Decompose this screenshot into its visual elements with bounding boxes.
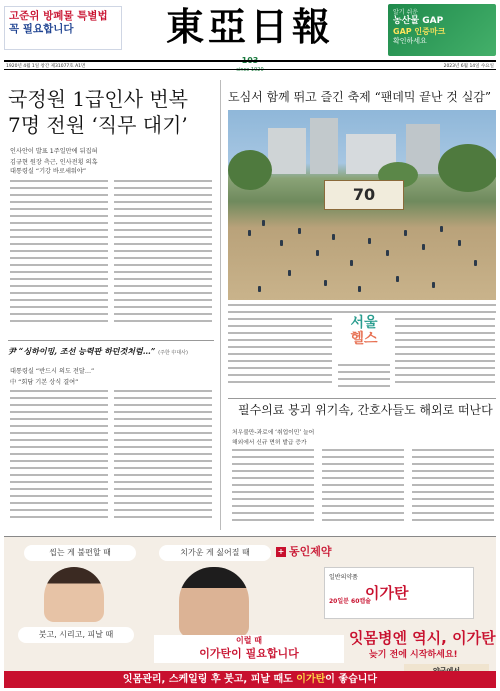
- ad-footer-pre: 잇몸관리, 스케일링 후 붓고, 피날 때도: [122, 674, 297, 685]
- newspaper-title: 東亞日報: [165, 4, 334, 49]
- seoul-health-logo: [338, 315, 390, 361]
- anniversary-badge: 103: [241, 56, 259, 65]
- ad-quote-3: 붓고, 시리고, 피날 때: [18, 627, 134, 643]
- dateline-left: 1920년 4월 1일 창간 제31077호 A1면: [6, 64, 86, 69]
- third-body-col2: [322, 449, 404, 526]
- top-ad-right[interactable]: [388, 4, 496, 56]
- top-ad-right-line4: 확인하세요: [393, 37, 427, 45]
- second-headline[interactable]: [8, 346, 213, 359]
- second-body-col2: [114, 390, 212, 523]
- brand-cross-icon: +: [277, 547, 285, 556]
- second-source: (주한 中대사): [158, 350, 188, 356]
- lead-bottom-rule: [8, 340, 214, 341]
- ad-center-line1: 이럴 때: [236, 636, 262, 645]
- ad-product-badge: 20일분 60캡슐: [329, 598, 371, 605]
- ad-quote-1: 씹는 게 불편할 때: [24, 545, 136, 561]
- lead-body-col2: [114, 180, 212, 327]
- ad-footer-post: 이 좋습니다: [325, 674, 378, 685]
- festival-photo[interactable]: [228, 110, 496, 300]
- lead-headline-line1: 국정원 1급인사 번복: [8, 87, 188, 111]
- third-subhead-2: 해외에서 신규 면허 발급 증가: [232, 440, 307, 446]
- top-ad-right-line2: 농산물 GAP: [393, 16, 444, 26]
- festival-sign: 70: [324, 180, 404, 210]
- seoul-logo-line1: 서울: [350, 315, 378, 331]
- lead-headline-line2: 7명 전원 ‘직무 대기’: [8, 113, 188, 137]
- top-ad-right-line3: GAP 인증마크: [393, 27, 446, 36]
- second-kicker: 尹 “싱하이밍, 조선 능력판 하던것처럼…”: [8, 346, 156, 356]
- ad-footer-highlight: 이가탄: [296, 674, 326, 685]
- photo-headline[interactable]: 도심서 함께 뛰고 즐긴 축제 “팬데믹 끝난 것 실감”: [228, 90, 492, 104]
- column-divider: [220, 80, 221, 530]
- ad-model-woman: [44, 567, 104, 622]
- ad-big-line2: 늦기 전에 시작하세요!: [369, 650, 458, 660]
- ad-model-man: [179, 567, 249, 637]
- photo-story-col1: [228, 318, 332, 388]
- igatan-ad[interactable]: [4, 536, 496, 688]
- ad-center-box: [154, 635, 344, 663]
- lead-body-col1: [10, 180, 108, 327]
- third-headline[interactable]: 필수의료 붕괴 위기속, 간호사들도 해외로 떠난다: [238, 403, 493, 417]
- lead-subhead-3: 대통령실 “기강 바로세워야”: [10, 168, 87, 175]
- ad-product-name: 이가탄: [365, 584, 409, 602]
- ad-center-line2: 이가탄이 필요합니다: [199, 647, 299, 660]
- top-ad-right-line1: 알기 쉬운: [393, 9, 419, 16]
- top-ad-left-line1: 고준위 방폐물 특별법: [9, 10, 108, 22]
- third-subhead-1: 처우불만-과로에 ‘취업이민’ 늘어: [232, 430, 315, 436]
- ad-quote-2: 치가운 게 싫어질 때: [159, 545, 271, 561]
- ad-product-box: [324, 567, 474, 619]
- lead-subhead-1: 인사안이 발표 1주일만에 뒤집혀: [10, 148, 98, 155]
- lead-subhead-2: 김규현 원장 측근, 인사전횡 의혹: [10, 159, 98, 166]
- seoul-logo-line2: 헬스: [350, 331, 378, 347]
- ad-footer: [4, 671, 496, 688]
- lead-headline[interactable]: [8, 86, 208, 138]
- third-body-col1: [232, 449, 314, 526]
- ad-brand-name: 동인제약: [289, 545, 332, 558]
- since-label: since 1920: [236, 67, 264, 73]
- dateline-right: 2023년 6월 14일 수요일: [443, 64, 494, 69]
- dateline: [4, 60, 496, 70]
- top-ad-left[interactable]: [4, 6, 122, 50]
- third-body-col3: [412, 449, 494, 526]
- ad-brand: [276, 543, 332, 559]
- top-ad-left-line2: 꼭 필요합니다: [9, 23, 74, 35]
- photo-story-col2b: [338, 364, 390, 392]
- second-body-col1: [10, 390, 108, 523]
- photo-story-col3: [395, 318, 495, 388]
- third-top-rule: [228, 398, 496, 399]
- ad-product-tag: 일반의약품: [329, 574, 358, 581]
- second-subhead-2: 中 “회담 기본 상식 결여”: [10, 379, 79, 386]
- ad-big-line1: 잇몸병엔 역시, 이가탄: [349, 629, 496, 647]
- second-subhead-1: 대통령실 “반드시 의도 전달…”: [10, 368, 95, 375]
